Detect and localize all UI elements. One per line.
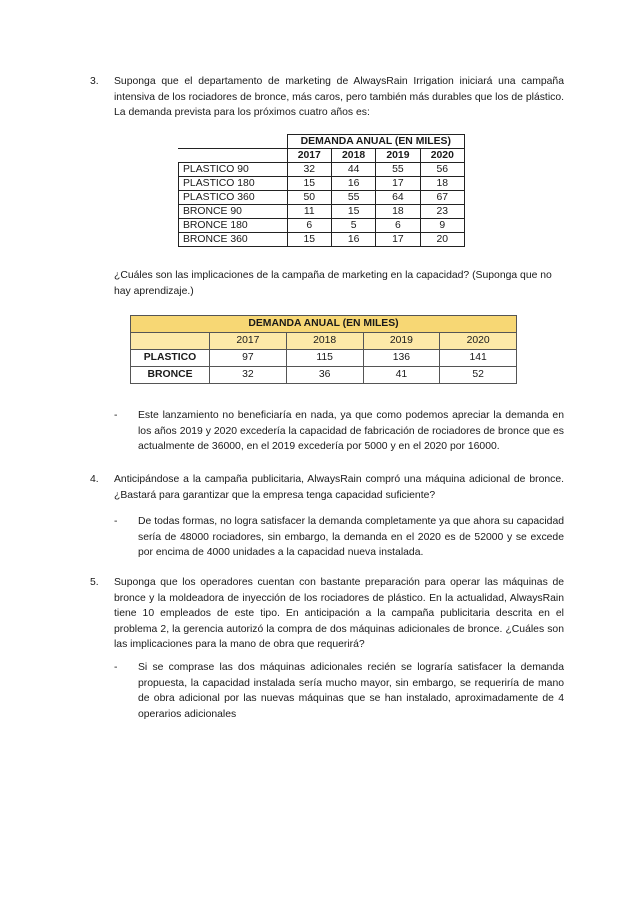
cell-value: 15 (287, 177, 331, 191)
question-text: Anticipándose a la campaña publicitaria, AlwaysRain compró una máquina adicional de bronce. ¿Bastará para garantizar que la empresa tenga capacidad suficiente? (114, 474, 564, 501)
cell-value: 16 (331, 233, 375, 247)
cell-value: 32 (210, 367, 287, 384)
cell-value: 136 (363, 350, 440, 367)
year-header: 2020 (440, 333, 517, 350)
row-label: PLASTICO (131, 350, 210, 367)
bullet-dash: - (114, 516, 118, 527)
cell-value: 55 (376, 163, 420, 177)
table-row (179, 205, 465, 219)
year-header: 2017 (287, 149, 331, 163)
cell-value: 55 (331, 191, 375, 205)
cell-value: 5 (331, 219, 375, 233)
table-header: DEMANDA ANUAL (EN MILES) (287, 135, 464, 149)
year-header: 2018 (286, 333, 363, 350)
cell-value: 50 (287, 191, 331, 205)
cell-value: 56 (420, 163, 464, 177)
table-row (179, 177, 465, 191)
cell-value: 20 (420, 233, 464, 247)
year-header: 2019 (376, 149, 420, 163)
bullet-dash: - (114, 662, 118, 673)
table-row (179, 163, 465, 177)
answer-text: De todas formas, no logra satisfacer la demanda completamente ya que ahora su capacidad sería de 48000 rociadores, sin embargo, la demanda en el 2020 es de 52000 y se excede por encima de 4000 unidades a la capacidad nueva instalada. (138, 516, 564, 559)
question-text: Suponga que los operadores cuentan con bastante preparación para operar las máquinas de bronce y la moldeadora de inyección de los rociadores de plástico. En la actualidad, AlwaysRain tiene 10 empleados de este tipo. En anticipación a la campaña publicitaria descrita en el problema 2, la gerencia autorizó la compra de dos máquinas adicionales de bronce. ¿Cuáles son las implicaciones para la mano de obra que requerirá? (114, 577, 564, 651)
cell-value: 6 (287, 219, 331, 233)
question-3-prompt: ¿Cuáles son las implicaciones de la campaña de marketing en la capacidad? (Suponga que no hay aprendizaje.) (114, 270, 552, 297)
year-header: 2017 (210, 333, 287, 350)
cell-value: 16 (331, 177, 375, 191)
cell-value: 52 (440, 367, 517, 384)
question-number: 3. (90, 76, 99, 87)
row-label: BRONCE (131, 367, 210, 384)
table-corner (131, 333, 210, 350)
table-corner (179, 135, 288, 149)
row-label: PLASTICO 360 (179, 191, 288, 205)
cell-value: 141 (440, 350, 517, 367)
question-number: 4. (90, 474, 99, 485)
cell-value: 67 (420, 191, 464, 205)
cell-value: 23 (420, 205, 464, 219)
table-row (131, 367, 517, 384)
question-number: 5. (90, 577, 99, 588)
year-header: 2019 (363, 333, 440, 350)
demand-table-summary (130, 315, 517, 384)
row-label: PLASTICO 180 (179, 177, 288, 191)
answer-text: Si se comprase las dos máquinas adicionales recién se lograría satisfacer la demanda propuesta, la capacidad instalada sería mucho mayor, sin embargo, se requeriría de mano de obra adicional por las nuevas máquinas que se han instalado, aproximadamente de 4 operarios adicionales (138, 662, 564, 720)
cell-value: 15 (331, 205, 375, 219)
row-label: PLASTICO 90 (179, 163, 288, 177)
cell-value: 18 (420, 177, 464, 191)
row-label: BRONCE 360 (179, 233, 288, 247)
cell-value: 11 (287, 205, 331, 219)
cell-value: 17 (376, 177, 420, 191)
cell-value: 15 (287, 233, 331, 247)
cell-value: 9 (420, 219, 464, 233)
table-corner (179, 149, 288, 163)
question-text: Suponga que el departamento de marketing de AlwaysRain Irrigation iniciará una campaña intensiva de los rociadores de bronce, más caros, pero también más durables que los de plástico. La demanda prevista para los próximos cuatro años es: (114, 76, 564, 119)
year-header: 2018 (331, 149, 375, 163)
table-row (179, 219, 465, 233)
table-row (131, 350, 517, 367)
cell-value: 17 (376, 233, 420, 247)
bullet-dash: - (114, 410, 118, 421)
year-header: 2020 (420, 149, 464, 163)
cell-value: 6 (376, 219, 420, 233)
table-row (179, 233, 465, 247)
table-header: DEMANDA ANUAL (EN MILES) (131, 316, 517, 333)
cell-value: 32 (287, 163, 331, 177)
cell-value: 41 (363, 367, 440, 384)
cell-value: 64 (376, 191, 420, 205)
row-label: BRONCE 90 (179, 205, 288, 219)
cell-value: 44 (331, 163, 375, 177)
cell-value: 36 (286, 367, 363, 384)
row-label: BRONCE 180 (179, 219, 288, 233)
cell-value: 97 (210, 350, 287, 367)
cell-value: 115 (286, 350, 363, 367)
demand-table-detailed (178, 134, 465, 247)
table-row (179, 191, 465, 205)
cell-value: 18 (376, 205, 420, 219)
answer-text: Este lanzamiento no beneficiaría en nada, ya que como podemos apreciar la demanda en los años 2019 y 2020 excedería la capacidad de fabricación de rociadores de bronce que es actualmente de 36000, en el 2019 excedería por 5000 y en el 2020 por 16000. (138, 410, 564, 453)
